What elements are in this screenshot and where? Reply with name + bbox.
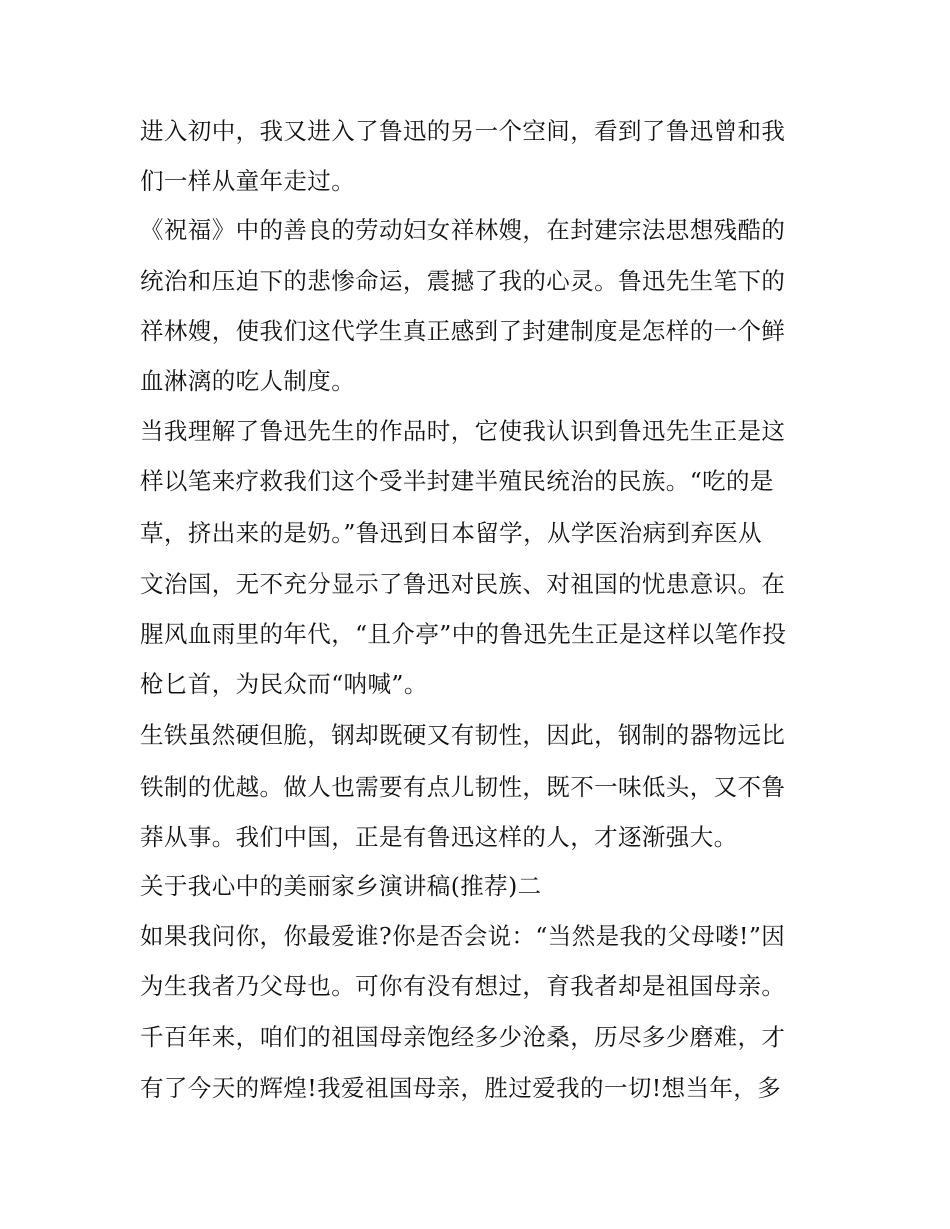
text-line: 生铁虽然硬但脆，钢却既硬又有韧性，因此，钢制的器物远比 bbox=[140, 721, 786, 749]
text-line: 腥风血雨里的年代，“且介亭”中的鲁迅先生正是这样以笔作投 bbox=[140, 620, 787, 648]
text-line: 们一样从童年走过。 bbox=[140, 167, 356, 195]
text-line: 进入初中，我又进入了鲁迅的另一个空间，看到了鲁迅曾和我 bbox=[140, 117, 786, 145]
text-line: 为生我者乃父母也。可你有没有想过，育我者却是祖国母亲。 bbox=[140, 972, 786, 1000]
text-line: 枪匕首，为民众而“呐喊”。 bbox=[140, 670, 428, 698]
text-line: 样以笔来疗救我们这个受半封建半殖民统治的民族。“吃的是 bbox=[140, 467, 774, 495]
text-line: 有了今天的辉煌!我爱祖国母亲，胜过爱我的一切!想当年，多 bbox=[140, 1074, 782, 1102]
text-line: 铁制的优越。做人也需要有点儿韧性，既不一味低头，又不鲁 bbox=[140, 773, 786, 801]
text-line: 千百年来，咱们的祖国母亲饱经多少沧桑，历尽多少磨难，才 bbox=[140, 1023, 786, 1051]
text-line: 文治国，无不充分显示了鲁迅对民族、对祖国的忧患意识。在 bbox=[140, 570, 786, 598]
text-line: 当我理解了鲁迅先生的作品时，它使我认识到鲁迅先生正是这 bbox=[140, 417, 786, 445]
text-line: 莽从事。我们中国，正是有鲁迅这样的人，才逐渐强大。 bbox=[140, 823, 738, 851]
text-line: 血淋漓的吃人制度。 bbox=[140, 367, 356, 395]
text-line: 统治和压迫下的悲惨命运，震撼了我的心灵。鲁迅先生笔下的 bbox=[140, 267, 786, 295]
section-heading: 关于我心中的美丽家乡演讲稿(推荐)二 bbox=[140, 872, 542, 900]
text-line: 祥林嫂，使我们这代学生真正感到了封建制度是怎样的一个鲜 bbox=[140, 317, 786, 345]
text-line: 如果我问你，你最爱谁?你是否会说：“当然是我的父母喽!”因 bbox=[140, 922, 786, 950]
text-line: 草，挤出来的是奶。”鲁迅到日本留学，从学医治病到弃医从 bbox=[140, 519, 763, 547]
text-line: 《祝福》中的善良的劳动妇女祥林嫂，在封建宗法思想残酷的 bbox=[140, 216, 786, 244]
